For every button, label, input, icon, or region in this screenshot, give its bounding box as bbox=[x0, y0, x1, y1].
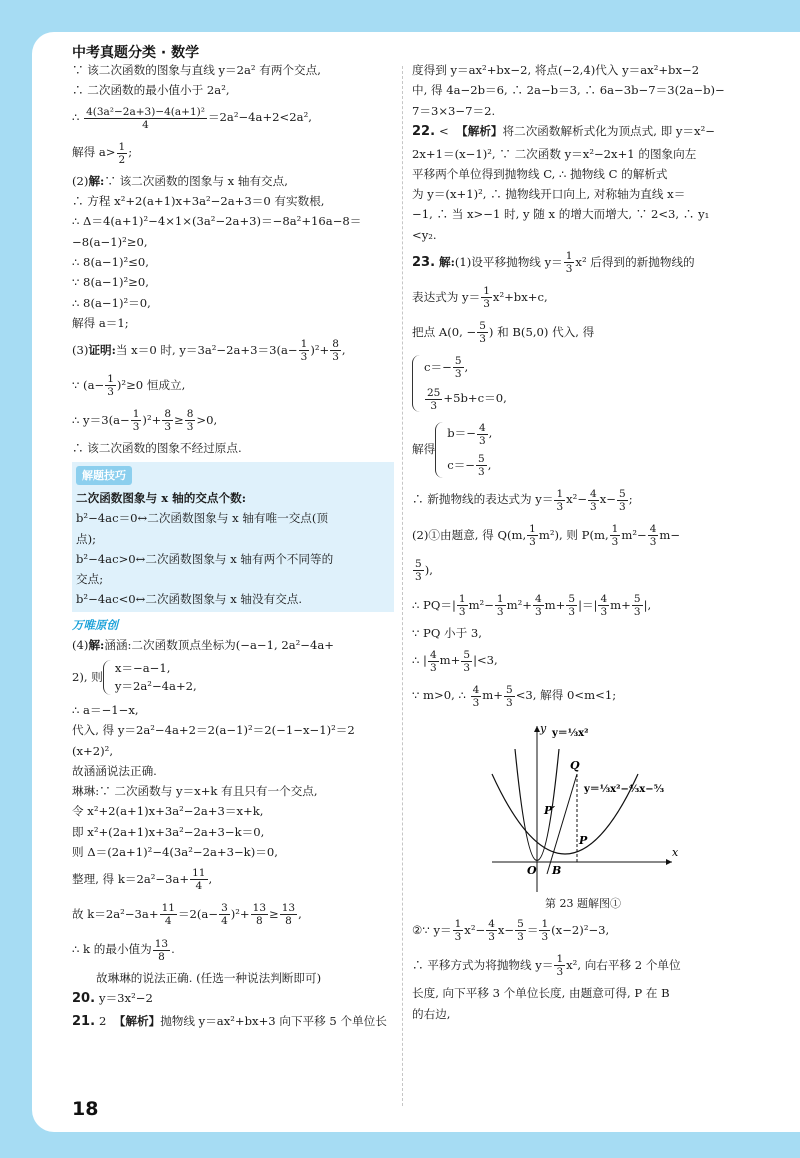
fraction: $\frac{13}{8}$ bbox=[252, 902, 267, 928]
fraction: $\frac{1}{3}$ bbox=[132, 408, 140, 434]
tip-line: b²−4ac<0↔二次函数图象与 x 轴没有交点. bbox=[76, 592, 303, 607]
fraction: $\frac{1}{3}$ bbox=[496, 593, 504, 619]
formula-line: 表达式为 y＝ $\frac{1}{3}$ x²+bx+c, bbox=[412, 285, 548, 311]
formula-line: ∴ | $\frac{4}{3}$ m+ $\frac{5}{3}$ |<3, bbox=[412, 648, 498, 674]
tip-line: 点); bbox=[76, 531, 97, 546]
fraction: $\frac{4}{3}$ bbox=[472, 683, 480, 709]
fraction: $\frac{4}{3}$ bbox=[600, 593, 608, 619]
text-line: 故琳琳的说法正确. (任选一种说法判断即可) bbox=[96, 970, 322, 985]
text-line: (x+2)², bbox=[72, 743, 114, 758]
formula-line: ∵ (a− $\frac{1}{3}$ )²≥0 恒成立, bbox=[72, 373, 186, 399]
fraction: $\frac{1}{3}$ bbox=[565, 250, 573, 276]
fraction: $\frac{5}{3}$ bbox=[506, 683, 513, 709]
curve-translated-label: y＝⅓x²−⁴⁄₃x−⁵⁄₃ bbox=[584, 783, 665, 795]
fraction: $\frac{8}{3}$ bbox=[186, 408, 194, 434]
text-line: 琳琳:∵ 二次函数与 y＝x+k 有且只有一个交点, bbox=[72, 784, 318, 799]
equation-system: 解得 b＝− $\frac{4}{3}$ , c＝− $\frac{5}{3}$ , bbox=[412, 421, 493, 478]
fraction: $\frac{8}{3}$ bbox=[332, 338, 339, 364]
part-2-heading: (2)解:∵ 该二次函数的图象与 x 轴有交点, bbox=[72, 173, 288, 188]
text-line: ∴ 8(a−1)²＝0, bbox=[72, 295, 151, 310]
formula-line: 整理, 得 k＝2a²−3a+ $\frac{11}{4}$ , bbox=[72, 867, 213, 893]
text-line: 解得 a＝1; bbox=[72, 315, 129, 330]
fraction: $\frac{1}{3}$ bbox=[541, 918, 549, 944]
text-line: 中, 得 4a−2b＝6, ∴ 2a−b＝3, ∴ 6a−3b−7＝3(2a−b)− bbox=[412, 83, 725, 98]
text-line: 2x+1＝(x−1)², ∵ 二次函数 y＝x²−2x+1 的图象向左 bbox=[412, 146, 697, 161]
formula-line: $\frac{5}{3}$ ), bbox=[415, 558, 433, 584]
formula-line: ②∵ y＝ $\frac{1}{3}$ x²− $\frac{4}{3}$ x− $\frac{5}{3}$ ＝ $\frac{1}{3}$ (x−2)²−3, bbox=[412, 918, 610, 944]
formula-line: 故 k＝2a²−3a+ $\frac{11}{4}$ ＝2(a− $\frac{3}{4}$ )²+ $\frac{13}{8}$ ≥ $\frac{13}{8}$ , bbox=[72, 902, 302, 928]
fraction: $\frac{4}{3}$ bbox=[649, 523, 657, 549]
equation-system: 2), 则 x＝−a−1, y＝2a²−4a+2, bbox=[72, 655, 394, 700]
tip-title: 二次函数图象与 x 轴的交点个数: bbox=[76, 490, 246, 505]
formula-line: (2)①由题意, 得 Q(m, $\frac{1}{3}$ m²), 则 P(m, $\frac{1}{3}$ m²− $\frac{4}{3}$ m− bbox=[412, 523, 681, 549]
parabola-graph bbox=[472, 714, 702, 894]
figure-caption: 第 23 题解图① bbox=[545, 896, 621, 910]
text-line: 令 x²+2(a+1)x+3a²−2a+3＝x+k, bbox=[72, 804, 264, 819]
question-20: 20. y＝3x²−2 bbox=[72, 990, 153, 1006]
formula-line: ∴ 平移方式为将抛物线 y＝ $\frac{1}{3}$ x², 向右平移 2 个单位 bbox=[412, 953, 681, 979]
text-line: ∵ 8(a−1)²≥0, bbox=[72, 275, 149, 290]
tip-line: b²−4ac>0↔二次函数图象与 x 轴有两个不同等的 bbox=[76, 551, 334, 566]
tip-line: b²−4ac＝0↔二次函数图象与 x 轴有唯一交点(顶 bbox=[76, 511, 328, 526]
fraction: $\frac{25}{3}$ bbox=[427, 386, 441, 412]
text-line: ∴ 该二次函数的图象不经过原点. bbox=[72, 441, 242, 456]
formula-line: 把点 A(0, − $\frac{5}{3}$ ) 和 B(5,0) 代入, 得 bbox=[412, 320, 595, 346]
fraction: $\frac{5}{3}$ bbox=[633, 593, 641, 619]
formula-line: ∴ $\frac{\text{4(3a²−2a+3)−4(a+1)²}}{4}$ ＝2a²−4a+2<2a², bbox=[72, 105, 312, 131]
fraction: $\frac{4}{3}$ bbox=[534, 593, 542, 619]
fraction: $\frac{1}{3}$ bbox=[483, 285, 490, 311]
point-b-label: B bbox=[552, 863, 562, 877]
fraction: $\frac{1}{3}$ bbox=[454, 918, 462, 944]
tip-label: 解题技巧 bbox=[76, 466, 132, 485]
text-line: ∴ a＝−1−x, bbox=[72, 703, 139, 717]
left-column bbox=[72, 60, 394, 1033]
fraction: $\frac{13}{8}$ bbox=[154, 937, 169, 963]
fraction: $\frac{\text{4(3a²−2a+3)−4(a+1)²}}{4}$ bbox=[86, 105, 205, 131]
fraction: $\frac{1}{3}$ bbox=[529, 523, 536, 549]
fraction: $\frac{1}{3}$ bbox=[556, 487, 564, 513]
text-line: ∵ 该二次函数的图象与直线 y＝2a² 有两个交点, bbox=[72, 63, 321, 77]
fraction: $\frac{5}{3}$ bbox=[463, 648, 471, 674]
fraction: $\frac{8}{3}$ bbox=[164, 408, 171, 434]
text-line: ∴ 8(a−1)²≤0, bbox=[72, 254, 149, 269]
part-3-heading: (3) 证明: 当 x＝0 时, y＝3a²−2a+3＝3(a− $\frac{1}{3}$ )²+ $\frac{8}{3}$ , bbox=[72, 338, 346, 364]
formula-line: ∵ m>0, ∴ $\frac{4}{3}$ m+ $\frac{5}{3}$ <3, 解得 0<m<1; bbox=[412, 683, 617, 709]
formula-line: 解得 a> $\frac{1}{2}$ ; bbox=[72, 140, 133, 166]
point-p-prime-label: P′ bbox=[544, 803, 556, 817]
text-line: 故涵涵说法正确. bbox=[72, 763, 157, 778]
equation-system bbox=[412, 350, 734, 416]
x-axis-label: x bbox=[672, 845, 679, 859]
fraction: $\frac{1}{3}$ bbox=[107, 373, 114, 399]
fraction: $\frac{13}{8}$ bbox=[281, 902, 296, 928]
text-line: ∴ 方程 x²+2(a+1)x+3a²−2a+3＝0 有实数根, bbox=[72, 194, 325, 209]
text-line: 即 x²+(2a+1)x+3a²−2a+3−k＝0, bbox=[72, 824, 265, 839]
origin-label: O bbox=[527, 863, 537, 877]
fraction: $\frac{4}{3}$ bbox=[478, 421, 486, 447]
text-line: 的右边, bbox=[412, 1006, 451, 1021]
fraction: $\frac{3}{4}$ bbox=[221, 902, 228, 928]
right-column bbox=[412, 60, 734, 1024]
formula-line: ∴ 新抛物线的表达式为 y＝ $\frac{1}{3}$ x²− $\frac{4}{3}$ x− $\frac{5}{3}$ ; bbox=[412, 487, 633, 513]
question-22: 22. < 【解析】将二次函数解析式化为顶点式, 即 y＝x²− bbox=[412, 123, 715, 139]
page-number: 18 bbox=[72, 1098, 99, 1120]
fraction: $\frac{4}{3}$ bbox=[488, 918, 495, 944]
fraction: $\frac{5}{3}$ bbox=[479, 320, 486, 346]
fraction: $\frac{4}{3}$ bbox=[429, 648, 437, 674]
brace-system: x＝−a−1, y＝2a²−4a+2, bbox=[103, 660, 197, 695]
formula-line: ∴ k 的最小值为 $\frac{13}{8}$ . bbox=[72, 937, 175, 963]
y-axis-label: y bbox=[540, 721, 547, 735]
part-4-heading: (4)解:涵涵:二次函数顶点坐标为(−a−1, 2a²−4a+ bbox=[72, 637, 335, 652]
fraction: $\frac{1}{2}$ bbox=[118, 140, 126, 166]
column-divider bbox=[402, 66, 403, 1106]
fraction: $\frac{5}{3}$ bbox=[517, 918, 524, 944]
fraction: $\frac{4}{3}$ bbox=[590, 487, 597, 513]
text-line: 为 y＝(x+1)², ∴ 抛物线开口向上, 对称轴为直线 x＝ bbox=[412, 187, 686, 202]
page-header-title: 中考真题分类 · 数学 bbox=[72, 45, 200, 61]
text-line: ∴ Δ＝4(a+1)²−4×1×(3a²−2a+3)＝−8a²+16a−8＝ bbox=[72, 214, 362, 229]
text-line: −1, ∴ 当 x>−1 时, y 随 x 的增大而增大, ∵ 2<3, ∴ y₁ bbox=[412, 207, 710, 222]
text-line: 长度, 向下平移 3 个单位长度, 由题意可得, P 在 B bbox=[412, 986, 670, 1001]
question-23: 23. 解: (1)设平移抛物线 y＝ $\frac{1}{3}$ x² 后得到的新抛物线的 bbox=[412, 250, 695, 276]
x-axis-arrow bbox=[666, 859, 672, 865]
text-line: −8(a−1)²≥0, bbox=[72, 234, 148, 249]
fraction: $\frac{11}{4}$ bbox=[161, 902, 175, 928]
formula-line: ∴ PQ＝| $\frac{1}{3}$ m²− $\frac{1}{3}$ m²+ $\frac{4}{3}$ m+ $\frac{5}{3}$ |＝| $\frac{4}{3}$ m+ $\frac{5}{3}$ |, bbox=[412, 593, 652, 619]
text-line: <y₂. bbox=[412, 227, 437, 242]
tip-box bbox=[72, 462, 394, 612]
fraction: $\frac{1}{3}$ bbox=[300, 338, 308, 364]
fraction: $\frac{5}{3}$ bbox=[478, 452, 485, 478]
fraction: $\frac{1}{3}$ bbox=[458, 593, 466, 619]
wanwei-original-badge: 万唯原创 bbox=[72, 617, 118, 632]
curve-one-third-label: y＝⅓x² bbox=[552, 727, 589, 739]
fraction: $\frac{1}{3}$ bbox=[556, 953, 564, 979]
parabola-figure bbox=[472, 714, 702, 894]
formula-line: ∴ y＝3(a− $\frac{1}{3}$ )²+ $\frac{8}{3}$ ≥ $\frac{8}{3}$ >0, bbox=[72, 408, 218, 434]
text-line: 代入, 得 y＝2a²−4a+2＝2(a−1)²＝2(−1−x−1)²＝2 bbox=[72, 723, 355, 738]
text-line: 度得到 y＝ax²+bx−2, 将点(−2,4)代入 y＝ax²+bx−2 bbox=[412, 63, 700, 77]
fraction: $\frac{1}{3}$ bbox=[611, 523, 619, 549]
segment-b-p-prime bbox=[547, 774, 577, 874]
text-line: 则 Δ＝(2a+1)²−4(3a²−2a+3−k)＝0, bbox=[72, 844, 278, 859]
fraction: $\frac{5}{3}$ bbox=[454, 355, 462, 381]
tip-line: 交点; bbox=[76, 572, 104, 587]
text-line: 7＝3×3−7＝2. bbox=[412, 103, 496, 118]
brace-system: c＝− $\frac{5}{3}$ , $\frac{25}{3}$ +5b+c＝0, bbox=[412, 355, 507, 411]
question-21: 21. 2 【解析】抛物线 y＝ax²+bx+3 向下平移 5 个单位长 bbox=[72, 1013, 387, 1029]
fraction: $\frac{5}{3}$ bbox=[568, 593, 576, 619]
text-line: ∴ 二次函数的最小值小于 2a², bbox=[72, 83, 230, 98]
fraction: $\frac{5}{3}$ bbox=[619, 487, 626, 513]
fraction: $\frac{11}{4}$ bbox=[192, 867, 206, 893]
point-q-label: Q bbox=[570, 758, 580, 772]
fraction: $\frac{5}{3}$ bbox=[415, 558, 422, 584]
text-line: ∵ PQ 小于 3, bbox=[412, 626, 482, 641]
brace-system: b＝− $\frac{4}{3}$ , c＝− $\frac{5}{3}$ , bbox=[435, 422, 492, 478]
text-line: 平移两个单位得到抛物线 C, ∴ 抛物线 C 的解析式 bbox=[412, 166, 668, 181]
point-p-label: P bbox=[579, 833, 588, 847]
